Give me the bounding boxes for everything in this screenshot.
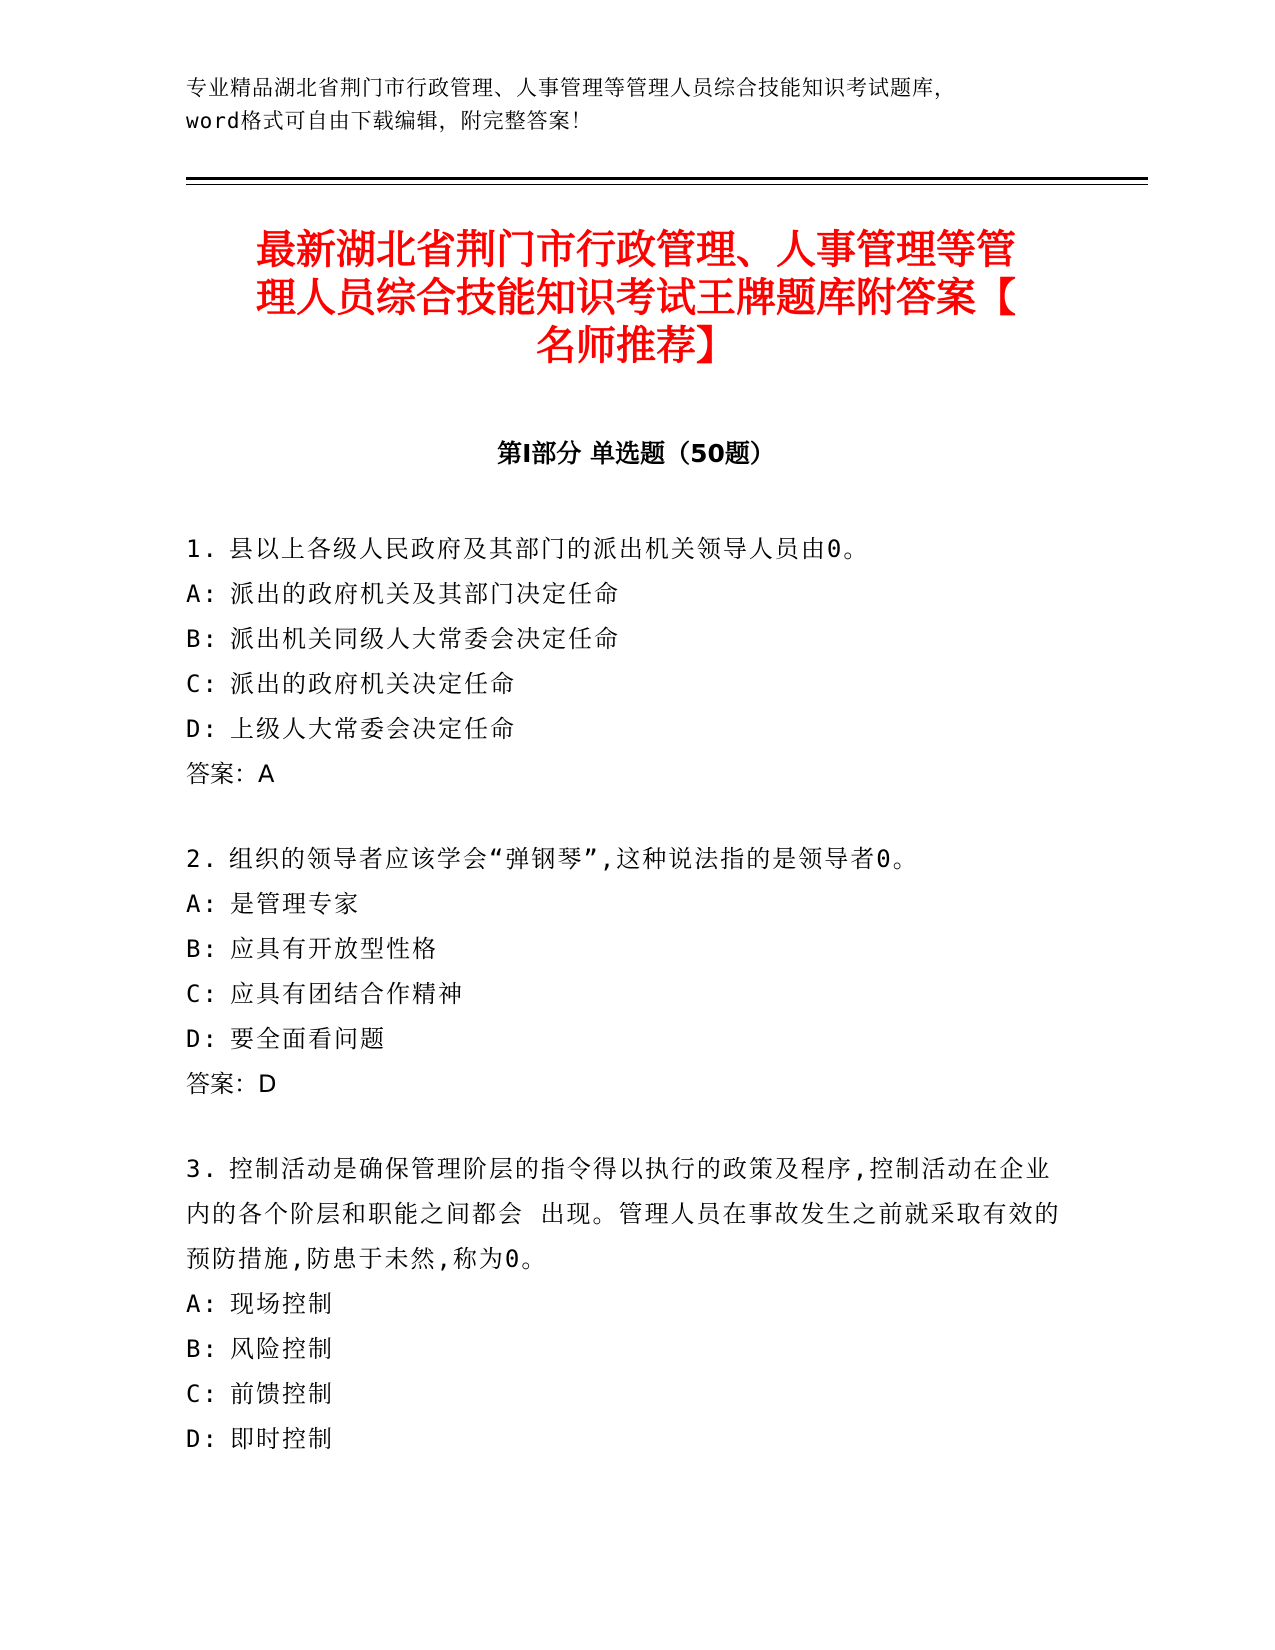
- option-a: [186, 882, 1066, 927]
- document-title: [186, 226, 1086, 370]
- option-key: D:: [186, 1025, 219, 1053]
- header-rule-thin: [186, 184, 1148, 185]
- option-d: [186, 1417, 1066, 1462]
- section-heading: 第Ⅰ部分 单选题（50题）: [497, 439, 775, 468]
- document-title-line3: 名师推荐】: [536, 323, 736, 369]
- option-text: 上级人大常委会决定任命: [230, 715, 516, 743]
- option-key: C:: [186, 980, 219, 1008]
- option-text: 前馈控制: [230, 1380, 334, 1408]
- option-b: [186, 1327, 1066, 1372]
- header-rule-thick: [186, 177, 1148, 180]
- option-text: 派出的政府机关及其部门决定任命: [230, 580, 620, 608]
- document-title-line2: 理人员综合技能知识考试王牌题库附答案【: [256, 275, 1016, 321]
- option-text: 派出的政府机关决定任命: [230, 670, 516, 698]
- header-note-line1: 专业精品湖北省荆门市行政管理、人事管理等管理人员综合技能知识考试题库，: [186, 76, 956, 100]
- question-number: 3.: [186, 1155, 219, 1183]
- question-text: 县以上各级人民政府及其部门的派出机关领导人员由0。: [228, 535, 870, 563]
- option-d: [186, 1017, 1066, 1062]
- header-note-line2: word格式可自由下载编辑，附完整答案！: [186, 109, 593, 133]
- answer: 答案：A: [186, 760, 275, 788]
- question-stem: [186, 1147, 1066, 1282]
- option-text: 要全面看问题: [230, 1025, 386, 1053]
- option-text: 应具有团结合作精神: [230, 980, 464, 1008]
- question-list: [186, 527, 1066, 1502]
- option-text: 派出机关同级人大常委会决定任命: [230, 625, 620, 653]
- option-c: [186, 662, 1066, 707]
- option-key: C:: [186, 1380, 219, 1408]
- option-key: B:: [186, 1335, 219, 1363]
- question-stem: [186, 527, 1066, 572]
- option-text: 风险控制: [230, 1335, 334, 1363]
- option-key: D:: [186, 715, 219, 743]
- answer: 答案：D: [186, 1070, 277, 1098]
- question-2: [186, 837, 1066, 1107]
- header-note: [186, 72, 1086, 138]
- option-a: [186, 1282, 1066, 1327]
- option-key: D:: [186, 1425, 219, 1453]
- option-key: A:: [186, 1290, 219, 1318]
- option-b: [186, 617, 1066, 662]
- question-number: 2.: [186, 845, 219, 873]
- question-stem: [186, 837, 1066, 882]
- option-key: A:: [186, 890, 219, 918]
- option-key: A:: [186, 580, 219, 608]
- option-a: [186, 572, 1066, 617]
- question-number: 1.: [186, 535, 219, 563]
- option-b: [186, 927, 1066, 972]
- option-c: [186, 972, 1066, 1017]
- option-text: 是管理专家: [230, 890, 360, 918]
- option-text: 应具有开放型性格: [230, 935, 438, 963]
- option-text: 现场控制: [230, 1290, 334, 1318]
- question-text: 组织的领导者应该学会“弹钢琴”,这种说法指的是领导者0。: [228, 845, 919, 873]
- document-title-line1: 最新湖北省荆门市行政管理、人事管理等管: [256, 227, 1016, 273]
- question-text: 控制活动是确保管理阶层的指令得以执行的政策及程序,控制活动在企业内的各个阶层和职能之间都会 出现。管理人员在事故发生之前就采取有效的预防措施,防患于未然,称为0。: [186, 1155, 1061, 1273]
- option-d: [186, 707, 1066, 752]
- option-key: B:: [186, 935, 219, 963]
- option-c: [186, 1372, 1066, 1417]
- question-3: [186, 1147, 1066, 1462]
- question-1: [186, 527, 1066, 797]
- option-text: 即时控制: [230, 1425, 334, 1453]
- option-key: C:: [186, 670, 219, 698]
- option-key: B:: [186, 625, 219, 653]
